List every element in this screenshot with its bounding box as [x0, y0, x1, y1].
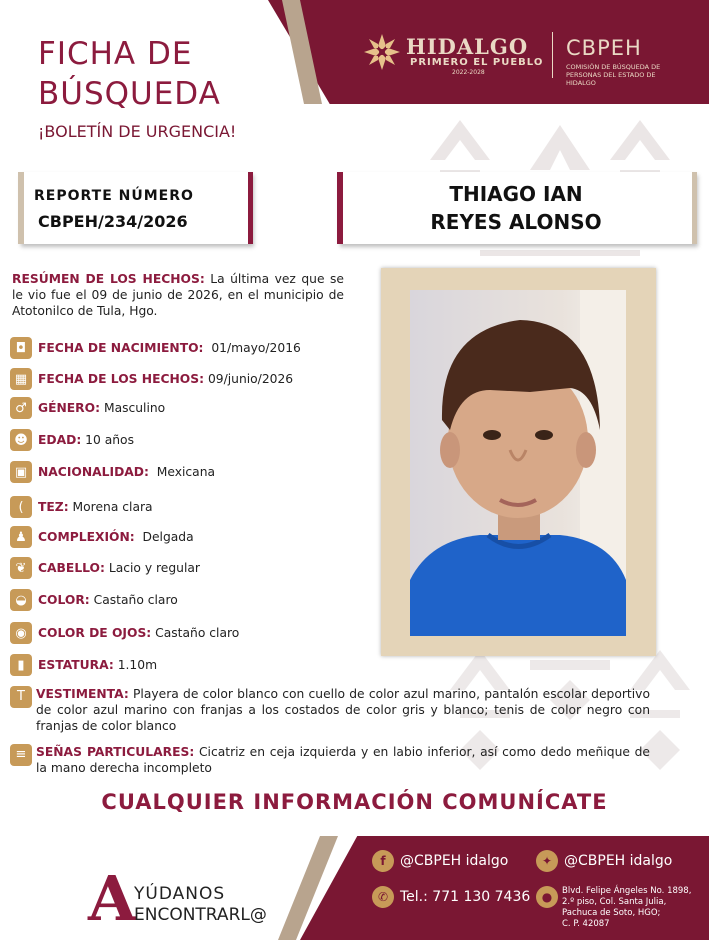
summary-label: RESÚMEN DE LOS HECHOS:	[12, 272, 205, 286]
fact-height	[10, 653, 157, 677]
fact-value: Morena clara	[72, 500, 153, 514]
report-label: REPORTE NÚMERO	[34, 188, 194, 204]
report-box	[18, 172, 251, 244]
skin-icon: (	[10, 496, 32, 518]
fact-label: FECHA DE NACIMIENTO:	[38, 341, 204, 355]
call-to-action: CUALQUIER INFORMACIÓN COMUNÍCATE	[101, 790, 608, 814]
fact-label: GÉNERO:	[38, 401, 101, 415]
location-pin-icon: ●	[536, 886, 558, 908]
fact-gender	[10, 396, 165, 420]
clothing-paragraph	[10, 686, 650, 734]
marks-label: SEÑAS PARTICULARES:	[36, 745, 195, 759]
fact-value: Masculino	[103, 401, 166, 415]
address-line: C. P. 42087	[562, 919, 610, 929]
marks-icon: ≡	[10, 744, 32, 766]
phone-number: Tel.: 771 130 7436	[400, 889, 531, 905]
fact-label: COLOR:	[38, 593, 90, 607]
logo-divider	[552, 32, 553, 78]
clothing-text: Playera de color blanco con cuello de color azul marino, pantalón escolar deportivo de color azul marino con franjas a los costados de color gris y blanco; tenis de color negro con franjas de color blanco	[36, 687, 650, 733]
brand-slogan: PRIMERO EL PUEBLO	[410, 57, 544, 68]
phone-contact[interactable]	[372, 886, 530, 908]
missing-person-photo	[410, 290, 626, 636]
fact-label: NACIONALIDAD:	[38, 465, 149, 479]
twitter-handle: @CBPEH idalgo	[564, 853, 673, 869]
calendar-icon: ▦	[10, 368, 32, 390]
fact-label: TEZ:	[38, 500, 69, 514]
fact-skin	[10, 495, 153, 519]
address-line: Pachuca de Soto, HGO;	[562, 908, 661, 918]
fact-birthdate	[10, 336, 301, 360]
address-line: 2.º piso, Col. Santa Julia,	[562, 897, 667, 907]
facebook-icon: f	[372, 850, 394, 872]
person-first-names: THIAGO IAN	[449, 182, 583, 206]
fact-value: Lacio y regular	[108, 561, 200, 575]
ruler-icon: ▮	[10, 654, 32, 676]
summary-paragraph	[12, 271, 344, 319]
fact-nationality	[10, 460, 215, 484]
fact-value: Delgada	[142, 530, 194, 544]
slogan-line1: YÚDANOS	[134, 884, 226, 904]
page-title-line2: BÚSQUEDA	[38, 76, 221, 112]
facebook-handle: @CBPEH idalgo	[400, 853, 509, 869]
fact-build	[10, 525, 194, 549]
urgency-subtitle: ¡BOLETÍN DE URGENCIA!	[38, 122, 237, 141]
twitter-icon: ✦	[536, 850, 558, 872]
fact-value: Mexicana	[156, 465, 216, 479]
fact-label: EDAD:	[38, 433, 82, 447]
agency-full-name: COMISIÓN DE BÚSQUEDA DE PERSONAS DEL ESTADO DE HIDALGO	[566, 63, 661, 87]
facebook-contact[interactable]	[372, 850, 508, 872]
fact-value: 10 años	[85, 433, 134, 447]
id-card-icon: ▣	[10, 461, 32, 483]
fact-hair	[10, 556, 200, 580]
fact-label: FECHA DE LOS HECHOS:	[38, 372, 205, 386]
fact-event-date	[10, 367, 293, 391]
fact-value: 09/junio/2026	[207, 372, 294, 386]
fact-label: COMPLEXIÓN:	[38, 530, 135, 544]
slogan-line2: ENCONTRARL@	[134, 905, 267, 925]
person-last-names: REYES ALONSO	[430, 210, 602, 234]
brand-name: HIDALGO	[406, 34, 529, 59]
fact-value: 01/mayo/2016	[211, 341, 301, 355]
shirt-icon: T	[10, 686, 32, 708]
fact-value: Castaño claro	[155, 626, 240, 640]
fact-label: COLOR DE OJOS:	[38, 626, 152, 640]
eye-icon: ◉	[10, 622, 32, 644]
gender-icon: ♂	[10, 397, 32, 419]
hair-color-icon: ◒	[10, 589, 32, 611]
marks-paragraph	[10, 744, 650, 776]
fact-value: Castaño claro	[93, 593, 178, 607]
phone-icon: ✆	[372, 886, 394, 908]
page-title-line1: FICHA DE	[38, 36, 193, 72]
fact-hair-color	[10, 588, 178, 612]
marks-text: Cicatriz en ceja izquierda y en labio inferior, así como dedo meñique de la mano derecha incompleto	[36, 745, 650, 775]
fact-label: ESTATURA:	[38, 658, 114, 672]
clothing-label: VESTIMENTA:	[36, 687, 129, 701]
people-icon: ☻	[10, 429, 32, 451]
cake-icon: ◘	[10, 337, 32, 359]
fact-label: CABELLO:	[38, 561, 105, 575]
report-number: CBPEH/234/2026	[38, 212, 188, 231]
slogan-initial: A	[88, 862, 137, 935]
agency-name: CBPEH	[566, 36, 642, 60]
hidalgo-flower-icon	[362, 32, 402, 72]
hair-icon: ❦	[10, 557, 32, 579]
twitter-contact[interactable]	[536, 850, 672, 872]
summary-text: La última vez que se le vio fue el 09 de junio de 2026, en el municipio de Atotonilco de Tula, Hgo.	[12, 272, 344, 318]
fact-age	[10, 428, 134, 452]
brand-years: 2022-2028	[452, 69, 485, 76]
fact-value: 1.10m	[117, 658, 158, 672]
address-line: Blvd. Felipe Ángeles No. 1898,	[562, 886, 692, 896]
body-icon: ♟	[10, 526, 32, 548]
fact-eye-color	[10, 621, 239, 645]
